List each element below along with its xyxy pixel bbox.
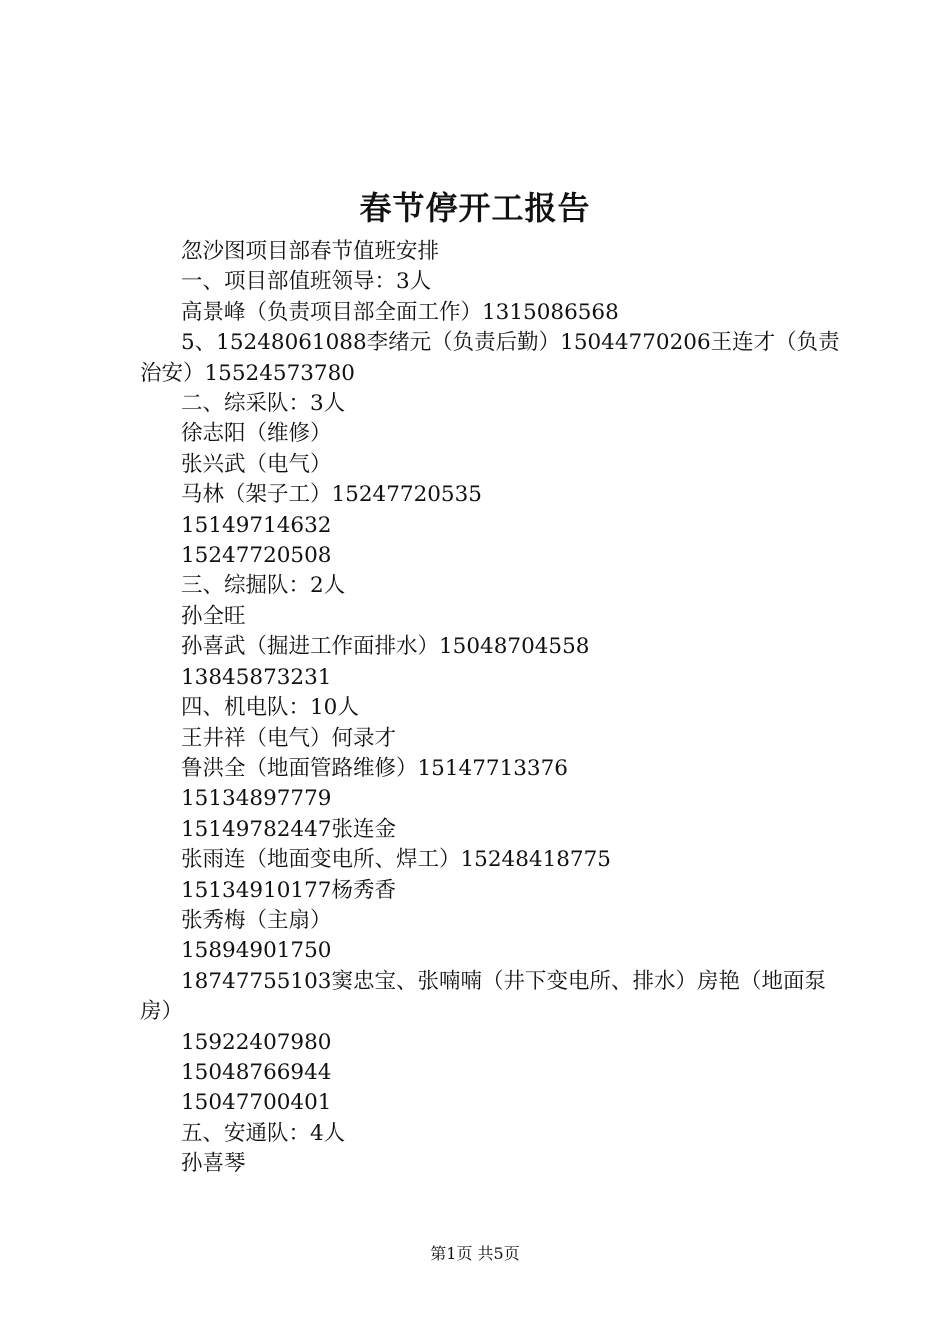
paragraph: 高景峰（负责项目部全面工作）1315086568 xyxy=(181,299,619,325)
paragraph: 二、综采队：3人 xyxy=(181,391,346,417)
paragraph: 鲁洪全（地面管路维修）15147713376 xyxy=(181,755,568,781)
paragraph: 四、机电队：10人 xyxy=(181,695,359,721)
paragraph: 15894901750 xyxy=(181,938,332,964)
paragraph: 5、15248061088李绪元（负责后勤）15044770206王连才（负责治安）15524573780 xyxy=(140,330,840,386)
paragraph: 15047700401 xyxy=(181,1090,332,1116)
paragraph: 孙喜武（掘进工作面排水）15048704558 xyxy=(181,634,590,660)
paragraph: 王井祥（电气）何录才 xyxy=(181,725,397,751)
page-footer: 第1页 共5页 xyxy=(430,1244,520,1263)
paragraph: 15048766944 xyxy=(181,1059,332,1085)
document-title: 春节停开工报告 xyxy=(359,189,591,227)
paragraph: 孙喜琴 xyxy=(181,1151,246,1177)
paragraph: 张雨连（地面变电所、焊工）15248418775 xyxy=(181,847,611,873)
paragraph: 15134897779 xyxy=(181,786,332,812)
paragraph: 15134910177杨秀香 xyxy=(181,877,396,903)
paragraph: 15247720508 xyxy=(181,543,332,569)
paragraph: 一、项目部值班领导：3人 xyxy=(181,269,432,295)
paragraph: 三、综掘队：2人 xyxy=(181,573,346,599)
paragraph: 忽沙图项目部春节值班安排 xyxy=(181,239,440,264)
paragraph: 13845873231 xyxy=(181,664,332,690)
paragraph: 15922407980 xyxy=(181,1029,332,1055)
paragraph: 18747755103窦忠宝、张喃喃（井下变电所、排水）房艳（地面泵房） xyxy=(140,968,826,1025)
paragraph: 五、安通队：4人 xyxy=(181,1120,346,1146)
paragraph: 孙全旺 xyxy=(181,603,246,629)
paragraph: 徐志阳（维修） xyxy=(181,421,332,447)
document-body xyxy=(140,237,840,1180)
paragraph: 马林（架子工）15247720535 xyxy=(181,482,482,508)
paragraph: 15149782447张连金 xyxy=(181,816,396,842)
paragraph: 张秀梅（主扇） xyxy=(181,907,332,933)
paragraph: 张兴武（电气） xyxy=(181,451,332,477)
paragraph: 15149714632 xyxy=(181,512,332,538)
